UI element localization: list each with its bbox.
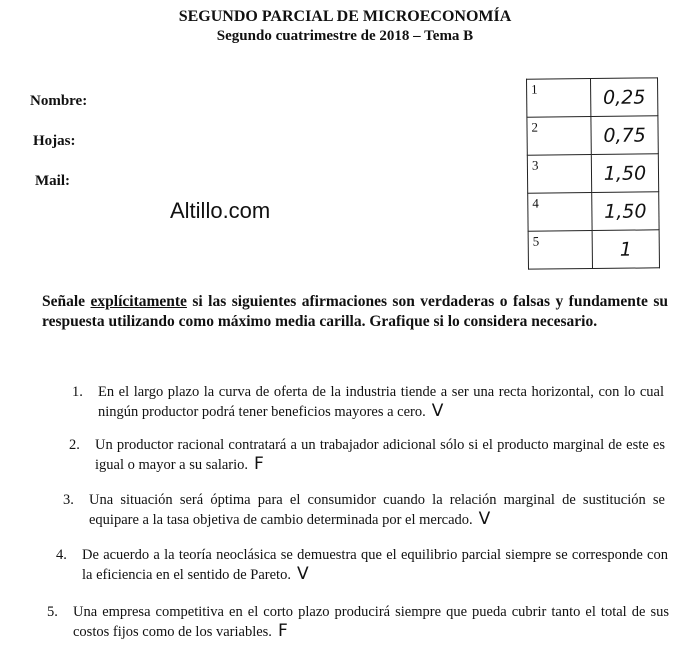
grade-value: 1 — [592, 230, 659, 269]
question-2 — [69, 436, 665, 475]
instructions-post: si las siguientes afirmaciones son verdaderas o falsas y fundamente su respuesta utilizando como máximo media carilla. Grafique si lo considera necesario. — [42, 293, 668, 330]
question-3 — [63, 491, 665, 530]
question-text: De acuerdo a la teoría neoclásica se demuestra que el equilibrio parcial siempre se corresponde con la eficiencia en el sentido de Pareto. — [82, 547, 668, 583]
grade-row — [528, 192, 659, 231]
question-number: 1. — [72, 384, 83, 400]
grade-row — [528, 230, 659, 269]
exam-title: SEGUNDO PARCIAL DE MICROECONOMÍA — [178, 8, 512, 25]
question-number: 4. — [56, 547, 67, 563]
question-number: 2 — [527, 117, 591, 156]
question-text: En el largo plazo la curva de oferta de la industria tiende a ser una recta horizontal, con lo cual ningún productor podrá tener beneficios mayores a cero. — [98, 384, 664, 420]
question-number: 3. — [63, 492, 74, 508]
question-number: 1 — [527, 79, 591, 118]
question-text: Una situación será óptima para el consumidor cuando la relación marginal de sustitución se equipare a la tasa objetiva de cambio determinada por el mercado. — [89, 492, 665, 528]
handwritten-answer: V — [431, 401, 444, 421]
instructions — [42, 292, 668, 332]
instructions-emphasis: explícitamente — [90, 293, 187, 310]
question-number: 3 — [527, 155, 591, 194]
grade-row — [527, 78, 658, 117]
grade-row — [527, 116, 658, 155]
question-number: 5. — [47, 604, 58, 620]
question-4 — [56, 546, 668, 585]
question-1 — [72, 383, 664, 422]
grade-value: 0,25 — [591, 78, 658, 117]
question-text: Un productor racional contratará a un trabajador adicional sólo si el producto marginal de este es igual o mayor a su salario. — [95, 437, 665, 473]
grade-value: 1,50 — [591, 154, 658, 193]
grade-value: 0,75 — [591, 116, 658, 155]
watermark: Altillo.com — [170, 198, 271, 223]
question-text: Una empresa competitiva en el corto plazo producirá siempre que pueda cubrir tanto el total de sus costos fijos como de los variables. — [73, 604, 669, 640]
question-number: 4 — [528, 193, 592, 232]
handwritten-answer: V — [478, 509, 491, 529]
instructions-pre: Señale — [42, 293, 91, 310]
handwritten-answer: V — [296, 564, 309, 584]
mail-label: Mail: — [35, 173, 70, 189]
handwritten-answer: F — [277, 621, 288, 641]
handwritten-answer: F — [254, 454, 264, 474]
question-number: 5 — [528, 231, 592, 270]
grade-row — [527, 154, 658, 193]
question-number: 2. — [69, 437, 80, 453]
question-5 — [47, 603, 669, 642]
nombre-label: Nombre: — [30, 93, 88, 109]
grades-table — [526, 77, 660, 269]
grade-value: 1,50 — [592, 192, 659, 231]
exam-subtitle: Segundo cuatrimestre de 2018 – Tema B — [216, 28, 474, 44]
hojas-label: Hojas: — [33, 133, 76, 149]
